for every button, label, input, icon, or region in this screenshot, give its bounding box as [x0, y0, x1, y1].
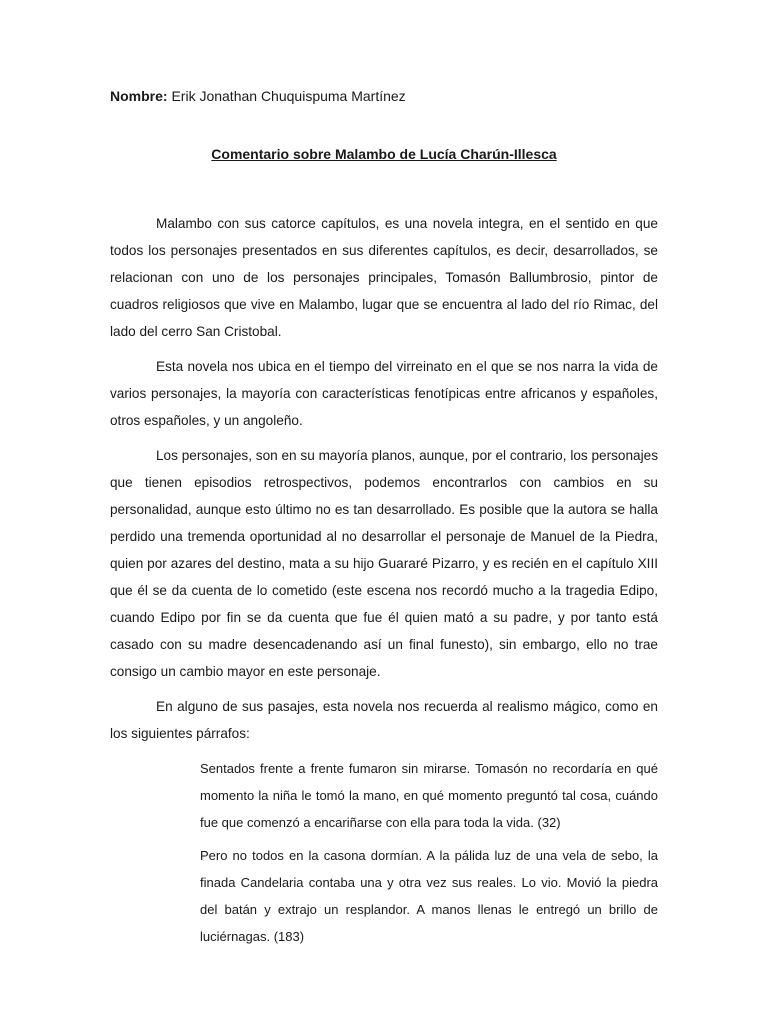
- author-label: Nombre:: [110, 88, 168, 104]
- block-quote-1: Sentados frente a frente fumaron sin mirarse. Tomasón no recordaría en qué momento la niña le tomó la mano, en qué momento preguntó tal cosa, cuándo fue que comenzó a encariñarse con ella para toda la vida. (32): [200, 761, 658, 830]
- document-page: [110, 86, 658, 956]
- document-title: Comentario sobre Malambo de Lucía Charún-Illesca: [211, 146, 557, 162]
- paragraph-4: En alguno de sus pasajes, esta novela nos recuerda al realismo mágico, como en los siguientes párrafos:: [110, 699, 658, 741]
- author-name: Erik Jonathan Chuquispuma Martínez: [171, 88, 406, 104]
- paragraph-2: Esta novela nos ubica en el tiempo del virreinato en el que se nos narra la vida de varios personajes, la mayoría con características fenotípicas entre africanos y españoles, otros españoles, y un angoleño.: [110, 359, 658, 428]
- paragraph-1: Malambo con sus catorce capítulos, es una novela integra, en el sentido en que todos los personajes presentados en sus diferentes capítulos, es decir, desarrollados, se relacionan con uno de los personajes principales, Tomasón Ballumbrosio, pintor de cuadros religiosos que vive en Malambo, lugar que se encuentra al lado del río Rimac, del lado del cerro San Cristobal.: [110, 216, 658, 339]
- block-quote-2: Pero no todos en la casona dormían. A la pálida luz de una vela de sebo, la finada Candelaria contaba una y otra vez sus reales. Lo vio. Movió la piedra del batán y extrajo un resplandor. A manos llenas le entregó un brillo de luciérnagas. (183): [200, 848, 658, 944]
- paragraph-3: Los personajes, son en su mayoría planos, aunque, por el contrario, los personajes que tienen episodios retrospectivos, podemos encontrarlos con cambios en su personalidad, aunque esto último no es tan desarrollado. Es posible que la autora se halla perdido una tremenda oportunidad al no desarrollar el personaje de Manuel de la Piedra, quien por azares del destino, mata a su hijo Guararé Pizarro, y es recién en el capítulo XIII que él se da cuenta de lo cometido (este escena nos recordó mucho a la tragedia Edipo, cuando Edipo por fin se da cuenta que fue él quien mató a su padre, y por tanto está casado con su madre desencadenando así un final funesto), sin embargo, ello no trae consigo un cambio mayor en este personaje.: [110, 448, 658, 679]
- author-line: [110, 86, 658, 106]
